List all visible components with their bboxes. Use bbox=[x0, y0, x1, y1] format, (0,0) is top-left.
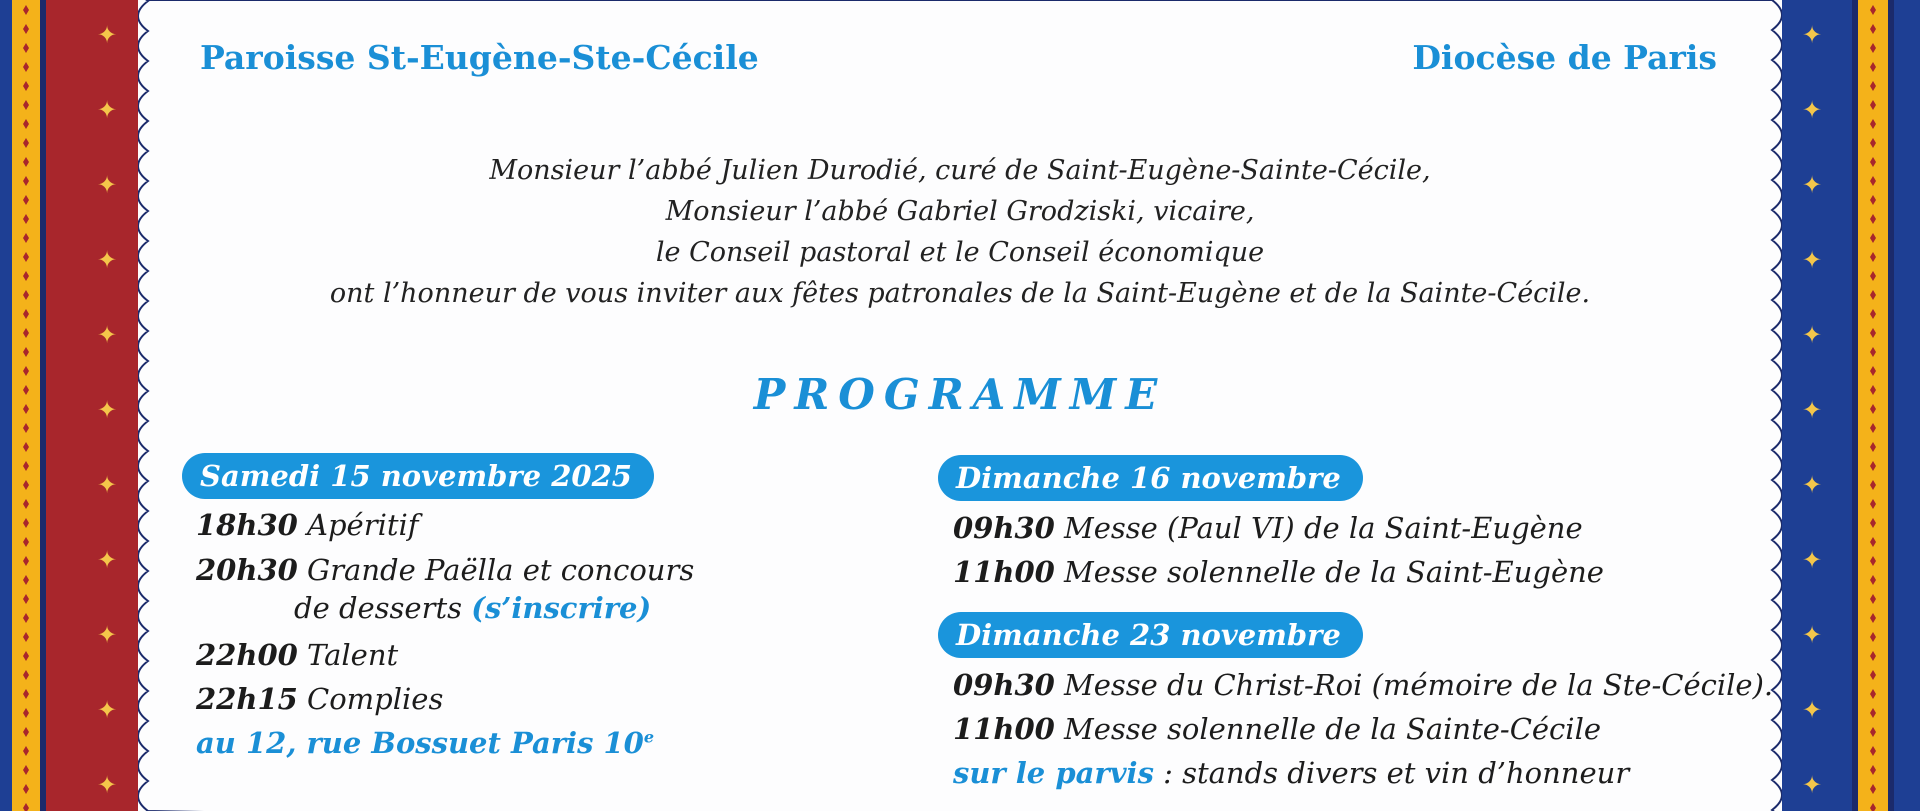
border-fleuron: ✦ bbox=[96, 546, 118, 574]
border-fleuron: ✦ bbox=[1801, 321, 1823, 349]
event-text: de desserts bbox=[294, 591, 462, 625]
parvis-row bbox=[953, 756, 1629, 790]
border-fleuron: ✦ bbox=[96, 21, 118, 49]
border-fleuron: ✦ bbox=[96, 96, 118, 124]
event-row bbox=[196, 553, 694, 587]
diocese-name: Diocèse de Paris bbox=[1412, 38, 1717, 77]
border-fleuron: ✦ bbox=[1801, 471, 1823, 499]
border-fleuron: ✦ bbox=[1801, 696, 1823, 724]
address-superscript: e bbox=[643, 727, 655, 747]
event-row bbox=[953, 668, 1773, 702]
event-row bbox=[196, 682, 443, 716]
event-text: Grande Paëlla et concours bbox=[307, 553, 695, 587]
event-time: 09h30 bbox=[953, 668, 1055, 702]
intro-line: ont l’honneur de vous inviter aux fêtes patronales de la Saint-Eugène et de la Sainte-Cécile. bbox=[329, 278, 1591, 309]
date-badge-sunday-16: Dimanche 16 novembre bbox=[938, 455, 1363, 501]
intro-line: Monsieur l’abbé Gabriel Grodziski, vicaire, bbox=[665, 196, 1255, 227]
border-fleuron: ✦ bbox=[1801, 621, 1823, 649]
event-time: 22h00 bbox=[196, 638, 298, 672]
event-text: Messe du Christ-Roi (mémoire de la Ste-Cécile). bbox=[1064, 668, 1774, 702]
event-time: 11h00 bbox=[953, 555, 1055, 589]
event-time: 20h30 bbox=[196, 553, 298, 587]
intro-line: Monsieur l’abbé Julien Durodié, curé de Saint-Eugène-Sainte-Cécile, bbox=[489, 155, 1431, 186]
event-text: Apéritif bbox=[307, 508, 419, 542]
event-text: Complies bbox=[307, 682, 444, 716]
event-text: Messe (Paul VI) de la Saint-Eugène bbox=[1064, 511, 1583, 545]
invitation-text bbox=[0, 150, 1920, 314]
event-text: Messe solennelle de la Sainte-Cécile bbox=[1064, 712, 1602, 746]
register-link[interactable]: (s’inscrire) bbox=[471, 591, 652, 625]
event-row-continuation bbox=[294, 591, 651, 625]
event-row bbox=[953, 511, 1583, 545]
event-row bbox=[953, 555, 1604, 589]
event-row bbox=[953, 712, 1601, 746]
border-fleuron: ✦ bbox=[96, 471, 118, 499]
date-badge-saturday: Samedi 15 novembre 2025 bbox=[182, 453, 654, 499]
parvis-label: sur le parvis bbox=[953, 756, 1154, 790]
border-fleuron: ✦ bbox=[96, 396, 118, 424]
border-fleuron: ✦ bbox=[1801, 246, 1823, 274]
event-text: Messe solennelle de la Saint-Eugène bbox=[1064, 555, 1604, 589]
border-fleuron: ✦ bbox=[96, 171, 118, 199]
border-fleuron: ✦ bbox=[1801, 546, 1823, 574]
border-fleuron: ✦ bbox=[1801, 96, 1823, 124]
border-fleuron: ✦ bbox=[96, 321, 118, 349]
event-time: 18h30 bbox=[196, 508, 298, 542]
date-badge-sunday-23: Dimanche 23 novembre bbox=[938, 612, 1363, 658]
address-text: au 12, rue Bossuet Paris 10 bbox=[196, 726, 644, 760]
event-row bbox=[196, 638, 398, 672]
event-time: 11h00 bbox=[953, 712, 1055, 746]
border-fleuron: ✦ bbox=[1801, 396, 1823, 424]
border-fleuron: ✦ bbox=[1801, 771, 1823, 799]
border-fleuron: ✦ bbox=[1801, 21, 1823, 49]
event-text: Talent bbox=[307, 638, 399, 672]
event-row bbox=[196, 508, 419, 542]
event-time: 09h30 bbox=[953, 511, 1055, 545]
event-time: 22h15 bbox=[196, 682, 298, 716]
border-fleuron: ✦ bbox=[96, 246, 118, 274]
border-fleuron: ✦ bbox=[96, 771, 118, 799]
programme-title: PROGRAMME bbox=[753, 370, 1167, 419]
border-fleuron: ✦ bbox=[96, 621, 118, 649]
intro-line: le Conseil pastoral et le Conseil économique bbox=[655, 237, 1265, 268]
border-fleuron: ✦ bbox=[1801, 171, 1823, 199]
address bbox=[196, 726, 654, 760]
border-fleuron: ✦ bbox=[96, 696, 118, 724]
parish-name: Paroisse St-Eugène-Ste-Cécile bbox=[200, 38, 759, 77]
parvis-text: : stands divers et vin d’honneur bbox=[1153, 756, 1630, 790]
